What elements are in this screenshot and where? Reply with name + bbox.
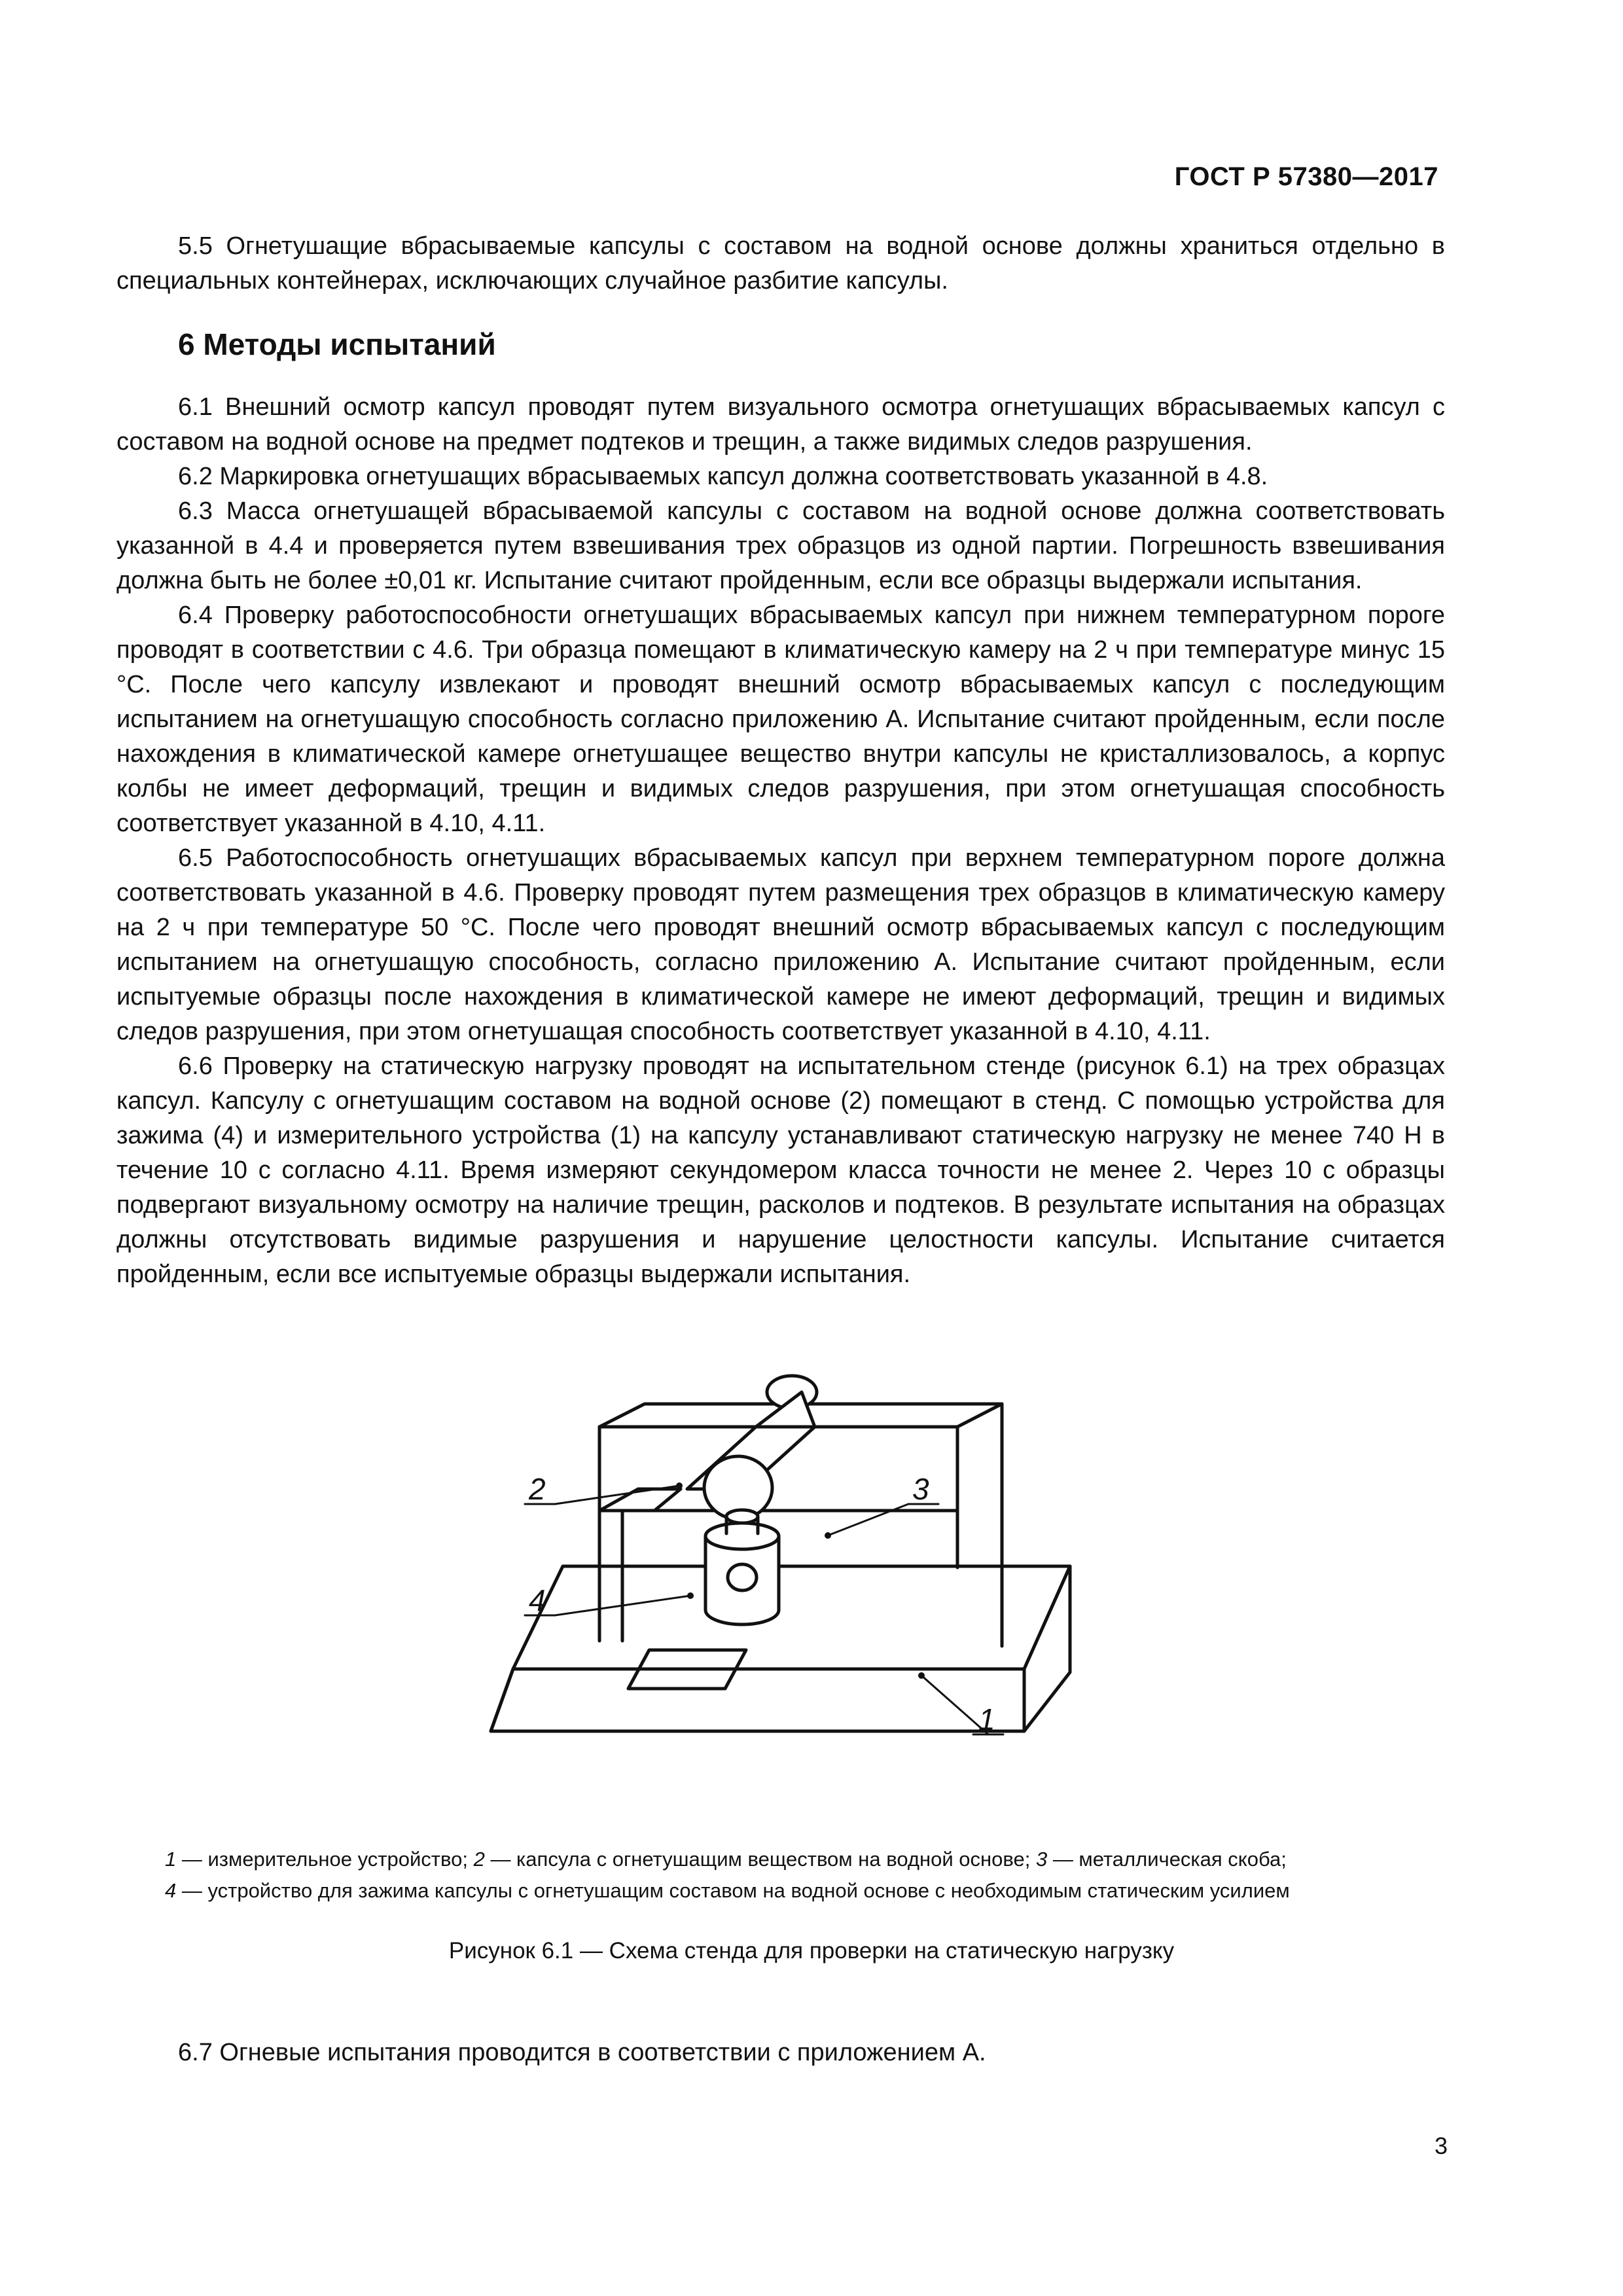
- paragraph-6-1: 6.1 Внешний осмотр капсул проводят путем визуального осмотра огнетушащих вбрасываемых капсул с составом на водной основе на предмет подтеков и трещин, а также видимых следов разрушения.: [116, 393, 1445, 456]
- legend-line-1: [165, 1844, 1395, 1875]
- figure-6-1-test-stand: [458, 1365, 1113, 1816]
- paragraph-6-5: 6.5 Работоспособность огнетушащих вбрасываемых капсул при верхнем температурном пороге должна соответствовать указанной в 4.6. Проверку проводят путем размещения трех образцов в климатическую камеру на 2 ч при температуре 50 °С. После чего проводят внешний осмотр вбрасываемых капсул с последующим испытанием на огнетушащую способность, согласно приложению А. Испытание считают пройденным, если испытуемые образцы после нахождения в климатической камере не имеют деформаций, трещин и видимых следов разрушения, при этом огнетушащая способность соответствует указанной в 4.10, 4.11.: [116, 844, 1445, 1045]
- figure-legend: [165, 1844, 1395, 1907]
- figure-label-2: 2: [529, 1472, 546, 1506]
- capsule: [687, 1376, 817, 1519]
- figure-label-3: 3: [912, 1472, 929, 1506]
- legend-num: 3: [1035, 1848, 1048, 1871]
- paragraph-6-6: 6.6 Проверку на статическую нагрузку проводят на испытательном стенде (рисунок 6.1) на трех образцах капсул. Капсулу с огнетушащим составом на водной основе (2) помещают в стенд. С помощью устройства для зажима (4) и измерительного устройства (1) на капсулу устанавливают статическую нагрузку не менее 740 Н в течение 10 с согласно 4.11. Время измеряют секундомером класса точности не менее 2. Через 10 с образцы подвергают визуальному осмотру на наличие трещин, расколов и подтеков. В результате испытания на образцах должны отсутствовать видимые разрушения и нарушение целостности капсулы. Испытание считается пройденным, если все испытуемые образцы выдержали испытания.: [116, 1052, 1445, 1288]
- figure-label-1: 1: [978, 1702, 995, 1736]
- clamp-device: [705, 1510, 779, 1624]
- legend-text: — металлическая скоба;: [1047, 1848, 1287, 1871]
- paragraph-5-5: 5.5 Огнетушащие вбрасываемые капсулы с составом на водной основе должны храниться отдельно в специальных контейнерах, исключающих случайное разбитие капсулы.: [116, 232, 1445, 295]
- standard-code: ГОСТ Р 57380—2017: [1174, 162, 1438, 191]
- legend-line-2: [165, 1875, 1395, 1907]
- test-stand-drawing: [458, 1365, 1113, 1816]
- legend-num: 2: [473, 1848, 485, 1871]
- figure-label-4: 4: [529, 1583, 546, 1617]
- legend-num: 4: [165, 1879, 177, 1902]
- page-number: 3: [1434, 2132, 1448, 2159]
- legend-text: — капсула с огнетушащим веществом на водной основе;: [484, 1848, 1036, 1871]
- paragraph-6-3: 6.3 Масса огнетушащей вбрасываемой капсулы с составом на водной основе должна соответствовать указанной в 4.4 и проверяется путем взвешивания трех образцов из одной партии. Погрешность взвешивания должна быть не более ±0,01 кг. Испытание считают пройденным, если все образцы выдержали испытания.: [116, 497, 1445, 594]
- figure-caption: Рисунок 6.1 — Схема стенда для проверки на статическую нагрузку: [448, 1938, 1175, 1964]
- legend-text: — измерительное устройство;: [176, 1848, 474, 1871]
- legend-text: — устройство для зажима капсулы с огнетушащим составом на водной основе с необходимым статическим усилием: [176, 1879, 1290, 1902]
- section-6-title: 6 Методы испытаний: [178, 327, 496, 361]
- legend-num: 1: [165, 1848, 177, 1871]
- paragraph-6-7: 6.7 Огневые испытания проводится в соответствии с приложением А.: [178, 2039, 986, 2066]
- paragraph-6-2: 6.2 Маркировка огнетушащих вбрасываемых капсул должна соответствовать указанной в 4.8.: [178, 463, 1268, 490]
- paragraph-6-4: 6.4 Проверку работоспособности огнетушащих вбрасываемых капсул при нижнем температурном пороге проводят в соответствии с 4.6. Три образца помещают в климатическую камеру на 2 ч при температуре минус 15 °С. После чего капсулу извлекают и проводят внешний осмотр вбрасываемых капсул с последующим испытанием на огнетушащую способность согласно приложению А. Испытание считают пройденным, если после нахождения в климатической камере огнетушащее вещество внутри капсулы не кристаллизовалось, а корпус колбы не имеет деформаций, трещин и видимых следов разрушения, при этом огнетушащая способность соответствует указанной в 4.10, 4.11.: [116, 601, 1445, 837]
- body-text: [116, 229, 1445, 1292]
